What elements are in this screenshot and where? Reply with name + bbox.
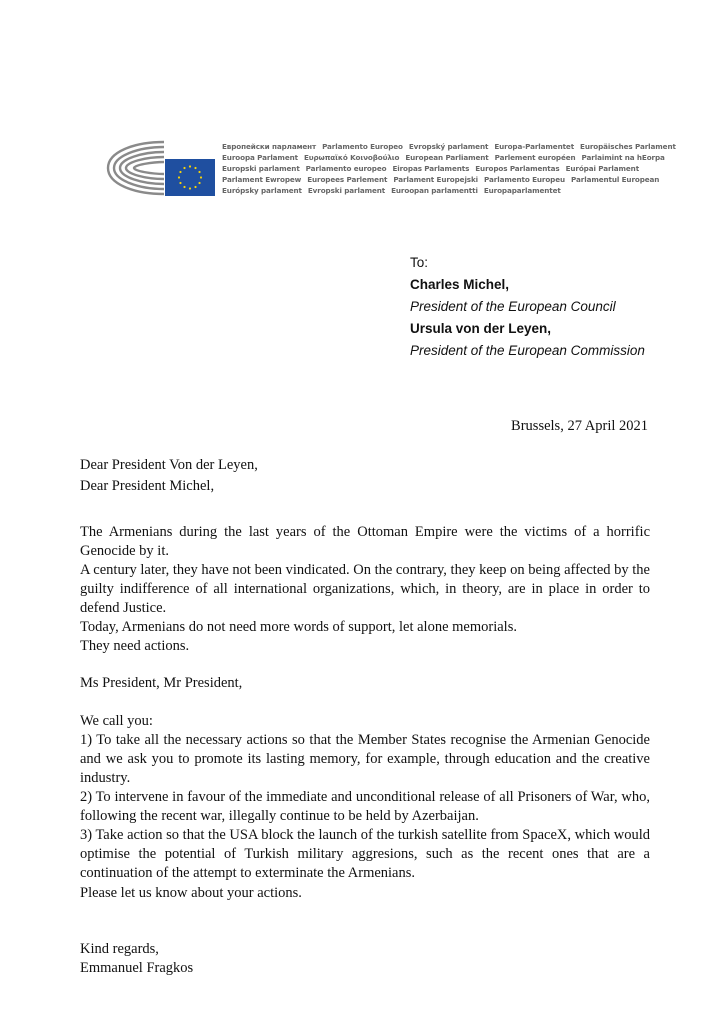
eu-star-icon xyxy=(194,186,196,188)
parliament-name: Europa-Parlamentet xyxy=(494,142,575,151)
parliament-name: Euroopan parlamentti xyxy=(391,186,478,195)
call-line: We call you: xyxy=(80,713,153,729)
parliament-name: Parlament Ewropew xyxy=(222,175,302,184)
body-intro xyxy=(80,523,650,656)
parliament-name: Eiropas Parlaments xyxy=(392,164,470,173)
parliament-name: Европейски парламент xyxy=(222,142,317,151)
parliament-name: Parlement européen xyxy=(494,153,576,162)
letterhead-line xyxy=(222,152,682,163)
signature-name: Emmanuel Fragkos xyxy=(80,960,194,976)
parliament-name: Europski parlament xyxy=(222,164,300,173)
parliament-name: Parlamentul European xyxy=(571,175,660,184)
letterhead-line xyxy=(222,185,682,196)
paragraph: They need actions. xyxy=(80,638,190,654)
date-line: Brussels, 27 April 2021 xyxy=(511,418,648,434)
demand-item: 3) Take action so that the USA block the launch of the turkish satellite from SpaceX, which would optimise the potential of Turkish military aggresions, such as the recent ones that are a continuation of the attempt to exterminate the Armenians. xyxy=(80,827,650,881)
demand-item: 2) To intervene in favour of the immediate and unconditional release of all Prisoners of War, who, following the recent war, illegally continue to be held by Azerbaijan. xyxy=(80,789,650,824)
recipient-title: President of the European Council xyxy=(410,299,616,314)
paragraph: A century later, they have not been vindicated. On the contrary, they keep on being affected by the guilty indifference of all international organizations, which, in theory, are in place in order to defend Justice. xyxy=(80,562,650,616)
letterhead-line xyxy=(222,174,682,185)
salutation-line: Dear President Michel, xyxy=(80,478,215,494)
eu-star-icon xyxy=(183,167,185,169)
parliament-name: Europos Parlamentas xyxy=(475,164,560,173)
parliament-name: Parlamento Europeu xyxy=(484,175,566,184)
parliament-name-multilingual xyxy=(222,141,682,196)
parliament-name: Parlaimint na hEorpa xyxy=(581,153,665,162)
parliament-name: Európai Parlament xyxy=(565,164,640,173)
recipient-name: Charles Michel, xyxy=(410,277,510,292)
eu-star-icon xyxy=(178,176,180,178)
recipient-name: Ursula von der Leyen, xyxy=(410,321,552,336)
paragraph: Today, Armenians do not need more words of support, let alone memorials. xyxy=(80,619,517,635)
parliament-name: Parlamento europeo xyxy=(305,164,387,173)
parliament-name: Europees Parlement xyxy=(307,175,388,184)
recipients-block xyxy=(410,252,645,362)
parliament-name: Parlament Europejski xyxy=(393,175,479,184)
demands xyxy=(80,712,650,883)
parliament-name: Euroopa Parlament xyxy=(222,153,298,162)
salutation-line: Dear President Von der Leyen, xyxy=(80,457,258,473)
eu-star-icon xyxy=(194,167,196,169)
parliament-name: European Parliament xyxy=(405,153,489,162)
parliament-name: Evropský parlament xyxy=(408,142,489,151)
salutation xyxy=(80,456,650,496)
address-line: Ms President, Mr President, xyxy=(80,675,243,691)
eu-star-icon xyxy=(179,171,181,173)
to-label: To: xyxy=(410,255,429,270)
parliament-name: Europäisches Parlament xyxy=(580,142,676,151)
european-parliament-logo xyxy=(104,138,216,198)
demand-item: 1) To take all the necessary actions so that the Member States recognise the Armenian Genocide and we ask you to promote its lasting memory, for example, through education and the creative industry. xyxy=(80,732,650,786)
parliament-name: Evropski parlament xyxy=(307,186,386,195)
recipient-title: President of the European Commission xyxy=(410,343,645,358)
paragraph: The Armenians during the last years of the Ottoman Empire were the victims of a horrific Genocide by it. xyxy=(80,524,650,559)
letterhead-line xyxy=(222,163,682,174)
eu-star-icon xyxy=(179,182,181,184)
closing-regards: Kind regards, xyxy=(80,941,159,957)
parliament-name: Ευρωπαϊκό Κοινοβούλιο xyxy=(303,153,400,162)
eu-star-icon xyxy=(200,176,202,178)
parliament-name: Európsky parlament xyxy=(222,186,302,195)
eu-star-icon xyxy=(183,186,185,188)
eu-star-icon xyxy=(189,165,191,167)
eu-star-icon xyxy=(189,187,191,189)
closing xyxy=(80,940,650,978)
eu-star-icon xyxy=(198,171,200,173)
parliament-name: Parlamento Europeo xyxy=(322,142,403,151)
request-line: Please let us know about your actions. xyxy=(80,885,302,901)
eu-star-icon xyxy=(198,182,200,184)
parliament-name: Europaparlamentet xyxy=(483,186,561,195)
letterhead-line xyxy=(222,141,682,152)
